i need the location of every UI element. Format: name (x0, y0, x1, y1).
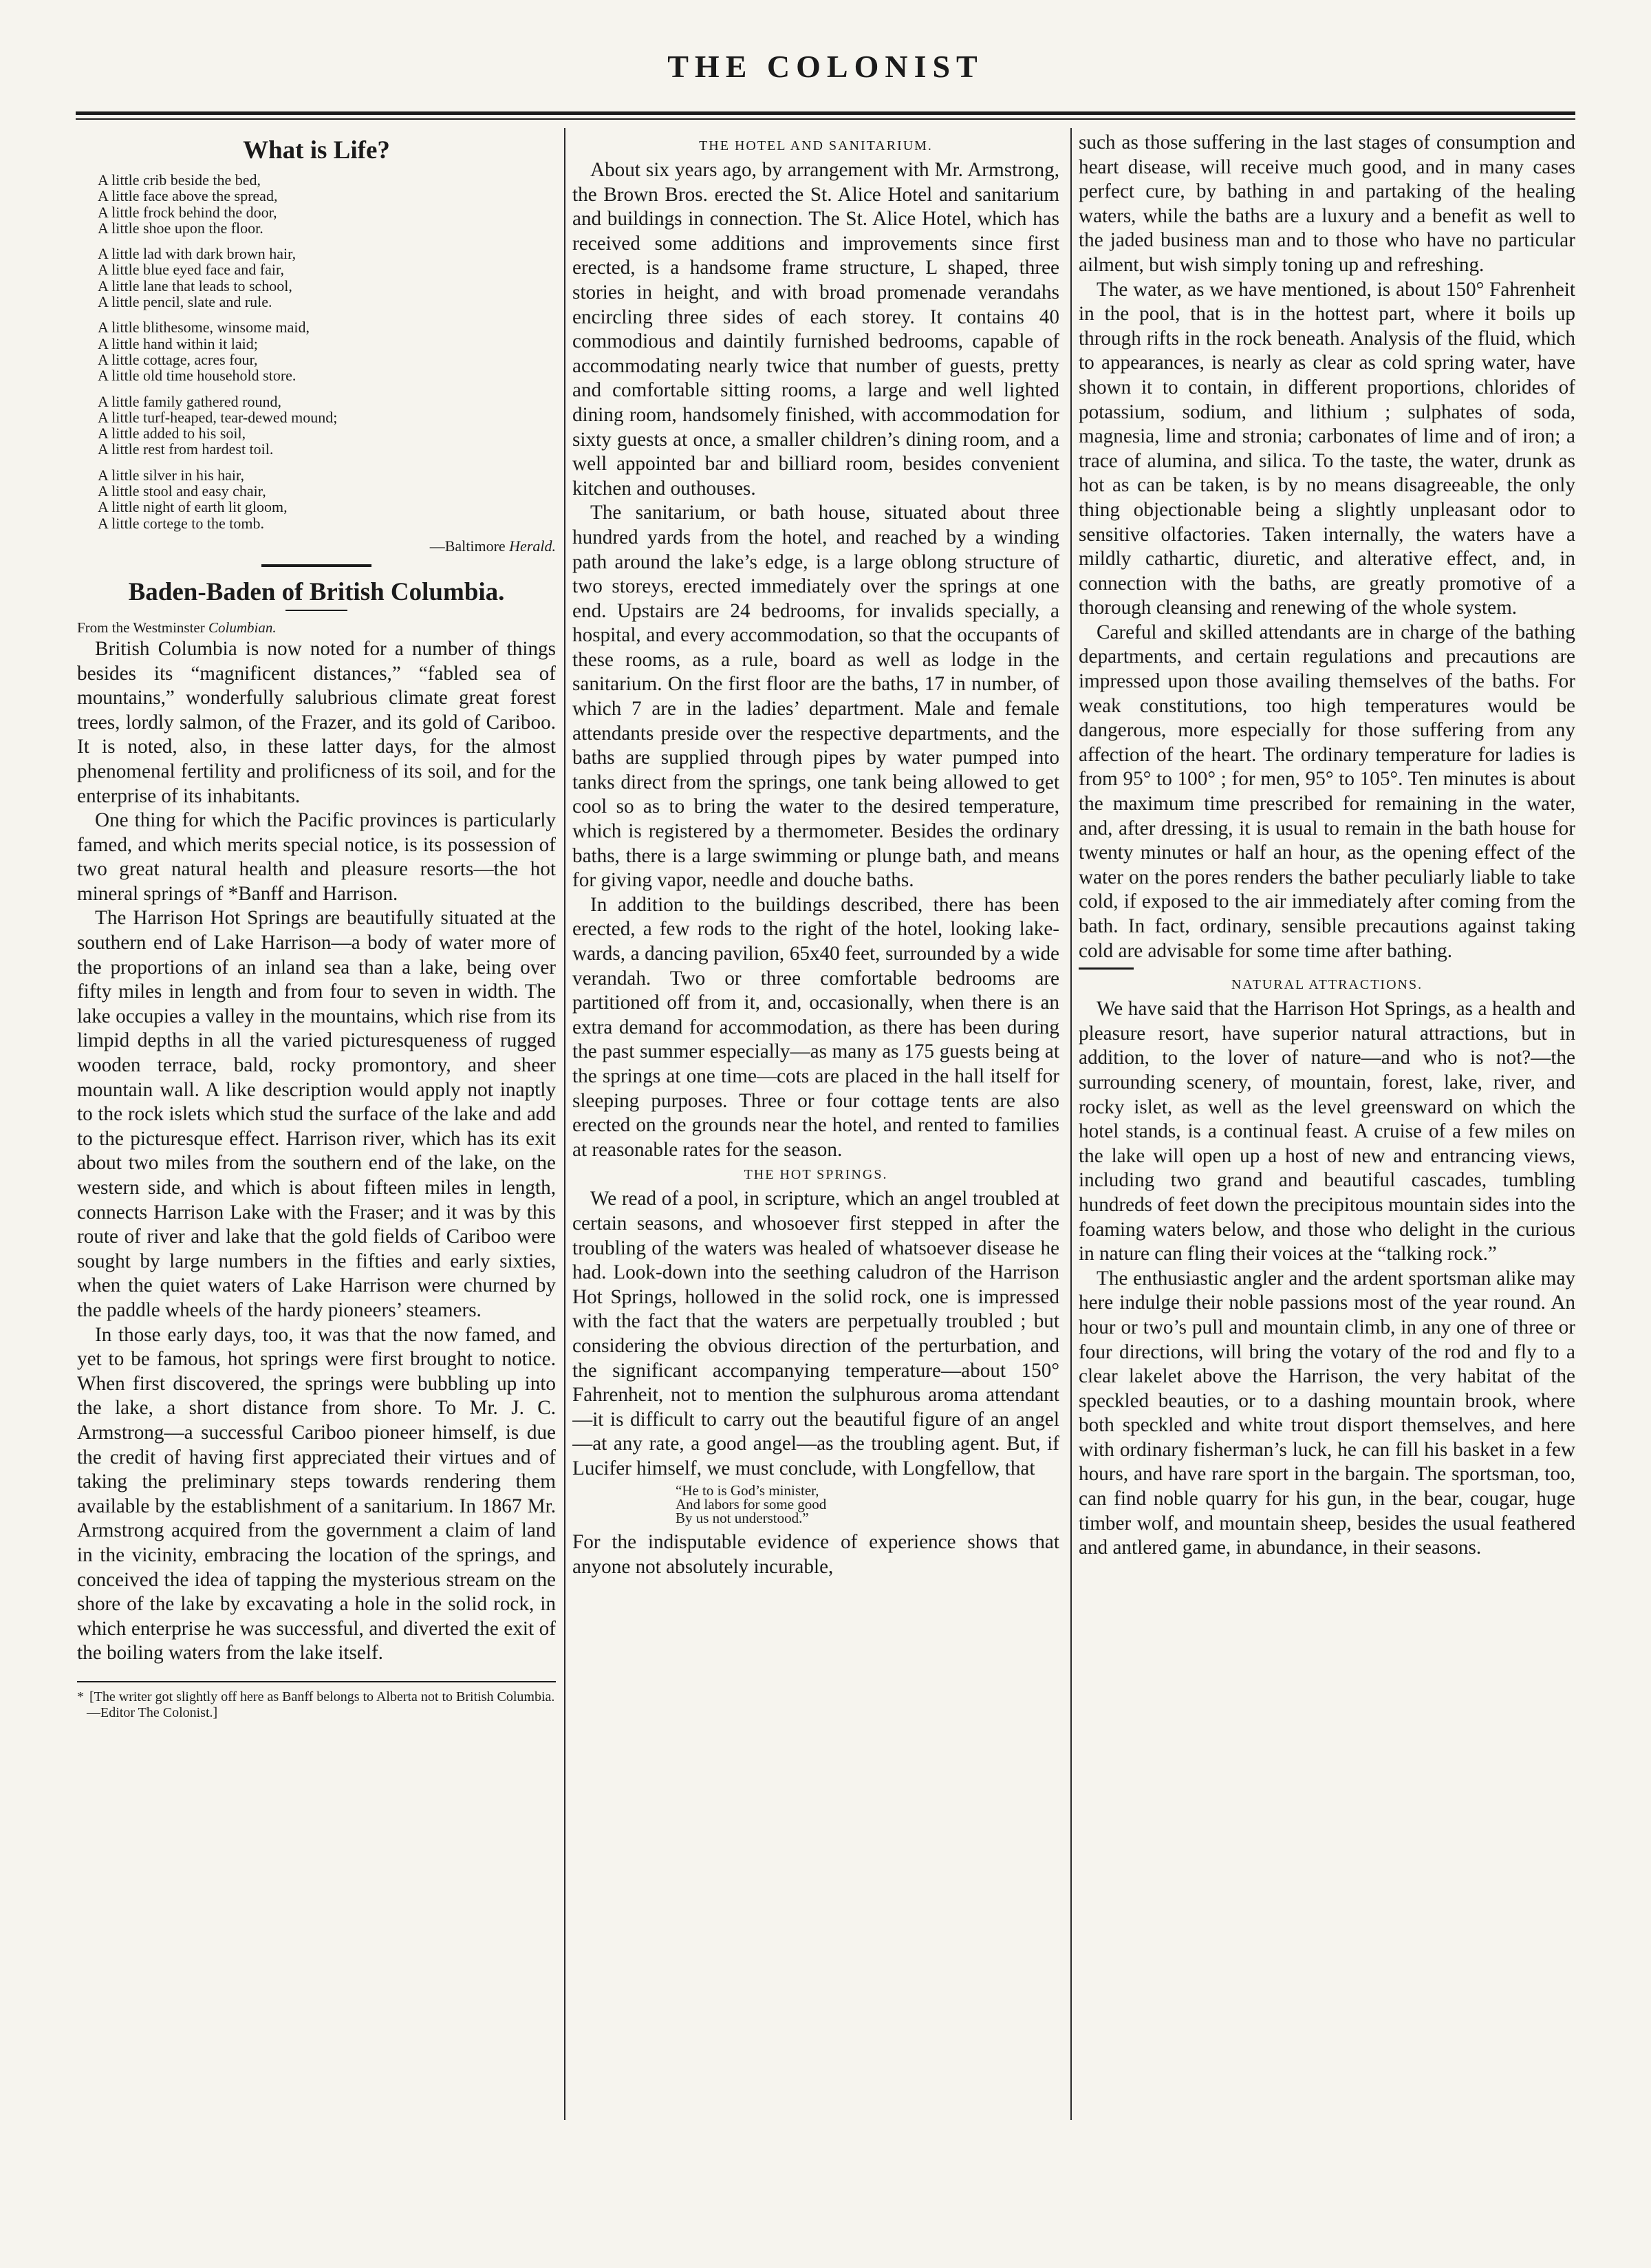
poem-stanza (98, 246, 556, 310)
poem-line: A little blithesome, winsome maid, (98, 319, 310, 336)
column-divider (564, 128, 565, 2120)
footnote (77, 1689, 556, 1721)
article-paragraph: For the indisputable evidence of experience shows that anyone not absolutely incurable, (572, 1531, 1059, 1579)
poem-line: A little shoe upon the floor. (98, 219, 263, 237)
article-paragraph: Careful and skilled attendants are in charge of the bathing departments, and certain regulations and precautions are impressed upon those availing themselves of the baths. For weak constitutions, too high temperatures would be dangerous, more especially for those suffering from any affection of the heart. The ordinary temperature for ladies is from 95° to 100° ; for men, 95° to 105°. Ten minutes is about the maximum time prescribed for remaining in the water, and, after dressing, it is usual to remain in the bath house for twenty minutes or half an hour, as the opening effect of the water on the pores renders the bather peculiarly liable to take cold, if exposed to the air immediately after coming from the bath. In fact, ordinary, sensible precautions against taking cold are advisable for some time after bathing. (1079, 621, 1575, 962)
poem-line: A little lane that leads to school, (98, 277, 292, 295)
poem-line: A little crib beside the bed, (98, 171, 261, 189)
poem-credit-source: Herald. (509, 537, 556, 555)
poem-stanza (98, 394, 556, 458)
article-paragraph: The sanitarium, or bath house, situated about three hundred yards from the hotel, and reached by a winding path around the lake’s edge, is a large oblong structure of two storeys, erected immediately over the springs at one end. Upstairs are 24 bedrooms, for invalids specially, a hospital, and every accommodation, so that the occupants of these rooms, as a rule, board as well as lodge in the sanitarium. On the first floor are the baths, 17 in number, of which 7 are in the ladies’ department. Male and female attendants preside over the respective departments, and the baths are supplied through pipes by water pumped into tanks direct from the springs, one tank being allowed to get cool so as to bring the water to the desired temperature, which is registered by a thermometer. Besides the ordinary baths, there is a large swimming or plunge bath, and means for giving vapor, needle and douche baths. (572, 502, 1059, 892)
poem-line: A little stool and easy chair, (98, 482, 266, 500)
article-paragraph: The enthusiastic angler and the ardent sportsman alike may here indulge their noble passions most of the year round. An hour or two’s pull and mountain climb, in any one of three or four directions, will bring the votary of the rod and fly to a clear lakelet above the Harrison, the very habitat of the speckled beauties, or to a dashing mountain brook, where both speckled and white trout disport themselves, and here with ordinary fisherman’s luck, he can fill his basket in a few hours, and have rare sport in the bargain. The sportsman, too, can find noble quarry for his gun, in the bear, cougar, huge timber wolf, and mountain sheep, besides the usual feathered and antlered game, in abundance, in their seasons. (1079, 1267, 1575, 1559)
article-paragraph: We have said that the Harrison Hot Springs, as a health and pleasure resort, have superior natural attractions, but in addition, to the lover of nature—and who is not?—the surrounding scenery, of mountain, forest, lake, river, and rocky islet, as well as the level greensward on which the hotel stands, is a continual feast. A cruise of a few miles on the lake will open up a host of new and entrancing views, including two grand and beautiful cascades, tumbling hundreds of feet down the precipitous mountain sides into the foaming waters below, and those who delight in the curious in nature can fling their voices at the “talking rock.” (1079, 998, 1575, 1265)
column-3 (1079, 131, 1575, 2112)
article-paragraph: In addition to the buildings described, there has been erected, a few rods to the right of the hotel, looking lake-wards, a dancing pavilion, 65x40 feet, surrounded by a wide verandah. Two or three comfortable bedrooms are partitioned off from it, and, occasionally, when there is an extra demand for accommodation, as there has been during the past summer especially—as many as 175 guests being at the springs at one time—cots are placed in the hall itself for sleeping purposes. Three or four cottage tents are also erected on the grounds near the hotel, and rented to families at reasonable rates for the season. (572, 893, 1059, 1161)
verse-line: “He to is God’s minister, (676, 1482, 819, 1499)
source-line (77, 618, 556, 637)
poem-body (98, 172, 556, 531)
poem-title: What is Life? (243, 136, 390, 164)
column-2 (572, 131, 1059, 2112)
poem-line: A little old time household store. (98, 367, 296, 385)
poem-line: A little rest from hardest toil. (98, 440, 274, 458)
article-paragraph: One thing for which the Pacific provinces is particularly famed, and which merits special notice, is its possession of two great natural health and pleasure resorts—the hot mineral springs of *Banff and Harrison. (77, 809, 556, 905)
section-heading-hotel: THE HOTEL AND SANITARIUM. (699, 138, 933, 153)
poem-stanza (98, 467, 556, 531)
masthead-rule-thin (76, 118, 1575, 120)
poem-stanza (98, 319, 556, 383)
poem-line: A little pencil, slate and rule. (98, 293, 272, 311)
title-underline (285, 610, 347, 611)
column-1 (77, 131, 556, 2112)
article-paragraph: such as those suffering in the last stages of consumption and heart disease, will receive much good, and in many cases perfect cure, by bathing in and partaking of the healing waters, while the baths are a luxury and a benefit as well to the jaded business man and to those who have no particular ailment, but wish simply toning up and refreshing. (1079, 131, 1575, 276)
source-line-paper: Columbian. (208, 619, 277, 636)
poem-line: A little cottage, acres four, (98, 350, 258, 368)
article-paragraph: The Harrison Hot Springs are beautifully situated at the southern end of Lake Harrison—a body of water more of the proportions of an inland sea than a lake, being over fifty miles in length and from four to seven in width. The lake occupies a valley in the mountains, which rise from its limpid depths in all the varied picturesqueness of rugged wooden terrace, bald, rocky promontory, and sheer mountain wall. A like description would apply not inaptly to the rock islets which stud the surface of the lake and add to the picturesque effect. Harrison river, which has its exit about two miles from the southern end of the lake, on the western side, and which is about fifteen miles in length, connects Harrison Lake with the Fraser; and it was by this route of river and lake that the gold fields of Cariboo were sought by large numbers in the fifties and early sixties, when the quiet waters of Lake Harrison were churned by the paddle wheels of the hardy pioneers’ steamers. (77, 907, 556, 1321)
poem-line: A little family gathered round, (98, 392, 281, 410)
article-paragraph: The water, as we have mentioned, is about 150° Fahrenheit in the pool, that is in the hottest part, where it boils up through rifts in the rock beneath. Analysis of the fluid, which to appearances, is nearly as clear as cold spring water, have shown it to contain, in different proportions, chlorides of potassium, sodium, and lithium ; sulphates of soda, magnesia, lime and stronia; carbonates of lime and of iron; a trace of alumina, and silica. To the taste, the water, drunk as hot as can be taken, is by no means disagreeable, the only thing objectionable being a slightly unpleasant odor to sensitive olfactories. Taken internally, the waters have a mildly cathartic, diuretic, and alterative effect, and, in connection with the baths, are greatly promotive of a thorough cleansing and renewing of the whole system. (1079, 278, 1575, 619)
poem-line: A little cortege to the tomb. (98, 514, 264, 532)
section-heading-natural: NATURAL ATTRACTIONS. (1231, 977, 1423, 993)
poem-line: A little added to his soil, (98, 425, 246, 442)
column-divider (1070, 128, 1072, 2120)
article-paragraph: We read of a pool, in scripture, which an angel troubled at certain seasons, and whosoever first stepped in after the troubling of the waters was healed of whatsoever disease he had. Look-down into the seething caludron of the Harrison Hot Springs, hollowed in the solid rock, one is impressed with the fact that the waters are perpetually troubled ; but considering the obvious direction of the perturbation, and the significant accompanying temperature—about 150° Fahrenheit, not to mention the sulphurous aroma attendant—it is difficult to carry out the beautiful figure of an angel—at any rate, a good angel—as the troubling agent. But, if Lucifer himself, we must conclude, with Longfellow, that (572, 1188, 1059, 1479)
poem-credit (77, 537, 556, 556)
poem-line: A little frock behind the door, (98, 203, 277, 221)
poem-line: A little turf-heaped, tear-dewed mound; (98, 408, 338, 426)
section-separator (261, 564, 371, 567)
masthead-rule-thick (76, 111, 1575, 115)
masthead-title: THE COLONIST (667, 49, 984, 84)
poem-line: A little lad with dark brown hair, (98, 245, 296, 263)
poem-line: A little silver in his hair, (98, 466, 244, 484)
section-separator (1079, 967, 1134, 970)
article-paragraph: British Columbia is now noted for a number of things besides its “magnificent distances,” “fabled sea of mountains,” wonderfully salubrious climate great forest trees, lordly salmon, of the Frazer, and its gold of Cariboo. It is noted, also, in these latter days, for the almost phenomenal fertility and prolificness of its soil, and for the enterprise of its inhabitants. (77, 637, 556, 807)
poem-line: A little face above the spread, (98, 187, 278, 205)
verse-line: And labors for some good (676, 1496, 827, 1513)
article-paragraph: About six years ago, by arrangement with Mr. Armstrong, the Brown Bros. erected the St. Alice Hotel and sanitarium and buildings in connection. The St. Alice Hotel, which has received some additions and improvements since first erected, is a handsome frame structure, L shaped, three stories in height, and with broad promenade verandahs encircling three sides of each storey. It contains 40 commodious and daintily furnished bedrooms, capable of accommodating nearly twice that number of guests, pretty and comfortable sitting rooms, a large and well lighted dining room, handsomely finished, with accommodation for sixty guests at once, a smaller children’s dining room, and a well appointed bar and billiard room, besides convenient kitchen and outhouses. (572, 159, 1059, 500)
footnote-text: [The writer got slightly off here as Banff belongs to Alberta not to British Columbia.—Editor The Colonist.] (87, 1689, 555, 1720)
poem-line: A little night of earth lit gloom, (98, 498, 288, 516)
article-title: Baden-Baden of British Columbia. (128, 577, 505, 606)
footnote-mark: * (77, 1689, 84, 1704)
poem-line: A little hand within it laid; (98, 334, 258, 352)
article-paragraph: In those early days, too, it was that the now famed, and yet to be famous, hot springs were first brought to notice. When first discovered, the springs were bubbling up into the lake, a short distance from shore. To Mr. J. C. Armstrong—a successful Cariboo pioneer himself, is due the credit of having first appreciated their virtues and of taking the preliminary steps towards rendering them available by the establishment of a sanitarium. In 1867 Mr. Armstrong acquired from the government a claim of land in the vicinity, embracing the location of the springs, and conceived the idea of tapping the mysterious stream on the shore of the lake by excavating a hole in the solid rock, in which enterprise he was successful, and diverted the exit of the boiling waters from the lake itself. (77, 1323, 556, 1665)
section-heading-springs: THE HOT SPRINGS. (744, 1167, 888, 1183)
footnote-rule (77, 1681, 556, 1682)
quoted-verse (676, 1484, 1059, 1525)
verse-line: By us not understood.” (676, 1510, 809, 1527)
poem-line: A little blue eyed face and fair, (98, 261, 284, 279)
source-line-prefix: From the Westminster (77, 619, 208, 636)
poem-stanza (98, 172, 556, 236)
poem-credit-prefix: —Baltimore (429, 537, 510, 555)
